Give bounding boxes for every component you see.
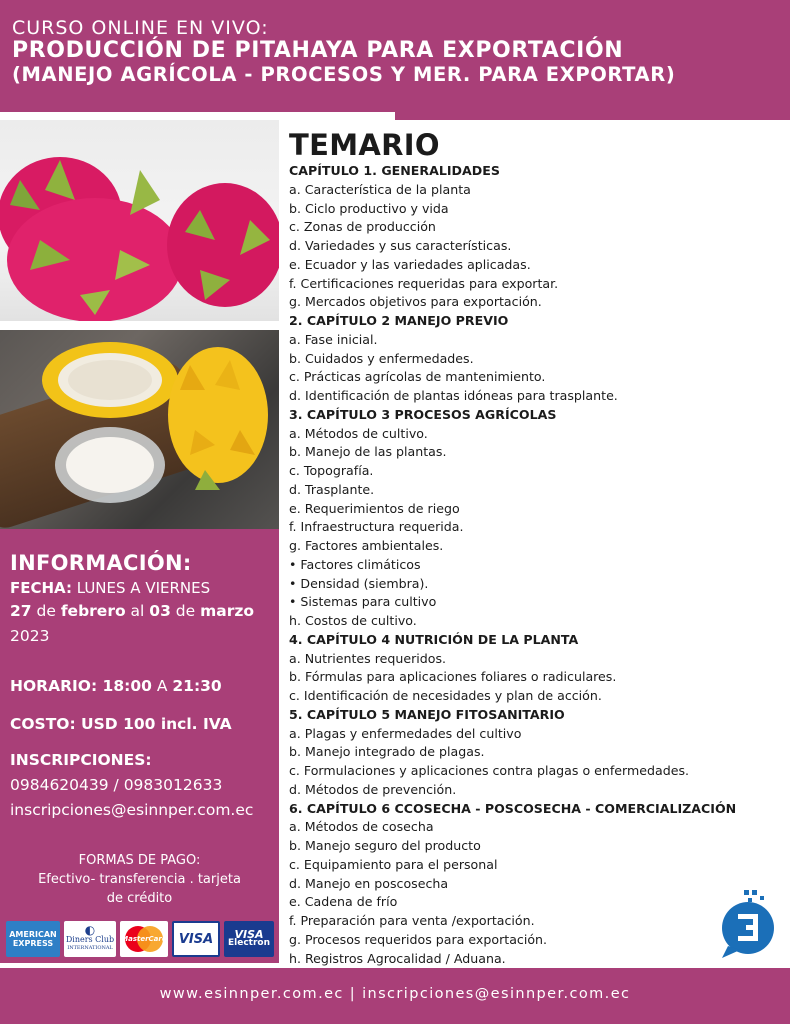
syllabus-item: c. Prácticas agrícolas de mantenimiento. <box>289 369 546 385</box>
payment-line-2: de crédito <box>106 891 173 906</box>
chapter-heading: 4. CAPÍTULO 4 NUTRICIÓN DE LA PLANTA <box>289 631 579 647</box>
syllabus-item: a. Plagas y enfermedades del cultivo <box>289 725 522 741</box>
horario-label: HORARIO: 18:00 <box>10 677 152 695</box>
syllabus-item: h. Registros Agrocalidad / Aduana. <box>289 950 506 966</box>
info-title: INFORMACIÓN: <box>10 551 192 575</box>
payment-title: FORMAS DE PAGO: <box>78 853 201 868</box>
syllabus-item: a. Nutrientes requeridos. <box>289 650 447 666</box>
syllabus-item: e. Cadena de frío <box>289 894 398 910</box>
header-banner <box>0 0 790 112</box>
payment-line-1: Efectivo- transferencia . tarjeta <box>38 872 241 887</box>
syllabus-item: b. Manejo integrado de plagas. <box>289 744 485 760</box>
syllabus-item: d. Métodos de prevención. <box>289 781 457 797</box>
syllabus-item: e. Requerimientos de riego <box>289 500 460 516</box>
syllabus-item: g. Mercados objetivos para exportación. <box>289 294 542 310</box>
visa-electron-logo: VISA Electron <box>224 921 274 957</box>
syllabus-item: b. Manejo de las plantas. <box>289 444 447 460</box>
esinnper-logo-icon <box>718 886 776 958</box>
course-subtitle: (MANEJO AGRÍCOLA - PROCESOS Y MER. PARA EXPORTAR) <box>12 63 676 86</box>
syllabus-item: • Sistemas para cultivo <box>289 594 437 610</box>
diners-logo: ◐ Diners Club INTERNATIONAL <box>64 921 116 957</box>
chapter-heading: 5. CAPÍTULO 5 MANEJO FITOSANITARIO <box>289 706 565 722</box>
end-day: 03 <box>149 602 171 620</box>
syllabus-item: f. Certificaciones requeridas para exportar. <box>289 275 559 291</box>
header-notch <box>395 112 790 120</box>
start-month: febrero <box>60 602 126 620</box>
costo-line: COSTO: USD 100 incl. IVA <box>10 715 232 733</box>
yellow-pitahaya-photo <box>0 330 279 529</box>
amex-logo: AMERICAN EXPRESS <box>6 921 60 957</box>
syllabus-item: d. Variedades y sus características. <box>289 238 512 253</box>
footer-contact: www.esinnper.com.ec | inscripciones@esinnper.com.ec <box>159 986 631 1002</box>
syllabus-item: c. Equipamiento para el personal <box>289 856 498 872</box>
syllabus <box>289 128 789 968</box>
fecha-line <box>10 579 210 597</box>
horario-end: 21:30 <box>172 677 222 695</box>
phone-numbers: 0984620439 / 0983012633 <box>10 776 223 794</box>
footer-banner <box>0 968 790 1024</box>
de-2: de <box>170 602 201 620</box>
al: al <box>125 602 150 620</box>
syllabus-item: g. Procesos requeridos para exportación. <box>289 931 548 947</box>
syllabus-item: a. Métodos de cosecha <box>289 819 434 835</box>
syllabus-item: b. Cuidados y enfermedades. <box>289 350 474 366</box>
syllabus-item: f. Preparación para venta /exportación. <box>289 913 535 928</box>
date-range <box>10 602 254 620</box>
syllabus-item: a. Fase inicial. <box>289 331 378 347</box>
card-logos <box>6 921 274 959</box>
info-panel <box>0 529 279 963</box>
chapter-heading: 2. CAPÍTULO 2 MANEJO PREVIO <box>289 313 509 328</box>
syllabus-lines <box>289 162 789 968</box>
email-address: inscripciones@esinnper.com.ec <box>10 801 254 819</box>
syllabus-item: e. Ecuador y las variedades aplicadas. <box>289 256 531 272</box>
horario-line <box>10 677 222 695</box>
syllabus-item: b. Manejo seguro del producto <box>289 838 481 853</box>
syllabus-item: d. Manejo en poscosecha <box>289 875 449 891</box>
de-1: de <box>31 602 61 620</box>
fecha-label: FECHA: <box>10 579 72 597</box>
syllabus-item: a. Métodos de cultivo. <box>289 425 428 441</box>
chapter-heading: 3. CAPÍTULO 3 PROCESOS AGRÍCOLAS <box>289 406 557 422</box>
chapter-heading: CAPÍTULO 1. GENERALIDADES <box>289 163 500 178</box>
syllabus-item: c. Formulaciones y aplicaciones contra plagas o enfermedades. <box>289 763 690 778</box>
chapter-heading: 6. CAPÍTULO 6 CCOSECHA - POSCOSECHA - COMERCIALIZACIÓN <box>289 800 737 816</box>
red-pitahaya-photo <box>0 120 279 321</box>
syllabus-item: c. Identificación de necesidades y plan de acción. <box>289 688 602 703</box>
syllabus-item: b. Ciclo productivo y vida <box>289 200 449 216</box>
syllabus-item: • Factores climáticos <box>289 556 421 572</box>
syllabus-item: g. Factores ambientales. <box>289 538 444 553</box>
syllabus-title: TEMARIO <box>289 128 440 162</box>
inscripciones-title: INSCRIPCIONES: <box>10 751 152 769</box>
start-day: 27 <box>10 602 32 620</box>
visa-logo: VISA <box>172 921 220 957</box>
syllabus-item: • Densidad (siembra). <box>289 575 429 591</box>
syllabus-item: c. Topografía. <box>289 463 374 478</box>
syllabus-item: a. Característica de la planta <box>289 181 471 197</box>
course-title: PRODUCCIÓN DE PITAHAYA PARA EXPORTACIÓN <box>12 38 624 63</box>
syllabus-item: f. Infraestructura requerida. <box>289 519 464 535</box>
end-month: marzo <box>200 602 255 620</box>
syllabus-item: b. Fórmulas para aplicaciones foliares o radiculares. <box>289 669 617 685</box>
payment-methods <box>0 851 279 908</box>
syllabus-item: d. Identificación de plantas idóneas para trasplante. <box>289 388 618 403</box>
syllabus-item: d. Trasplante. <box>289 481 375 497</box>
horario-a: A <box>151 677 173 695</box>
course-type-label: CURSO ONLINE EN VIVO: <box>12 17 269 39</box>
mastercard-logo: MasterCard <box>120 921 168 957</box>
fecha-value: LUNES A VIERNES <box>71 579 211 597</box>
year: 2023 <box>10 627 50 645</box>
syllabus-item: h. Costos de cultivo. <box>289 613 417 628</box>
syllabus-item: c. Zonas de producción <box>289 219 436 235</box>
